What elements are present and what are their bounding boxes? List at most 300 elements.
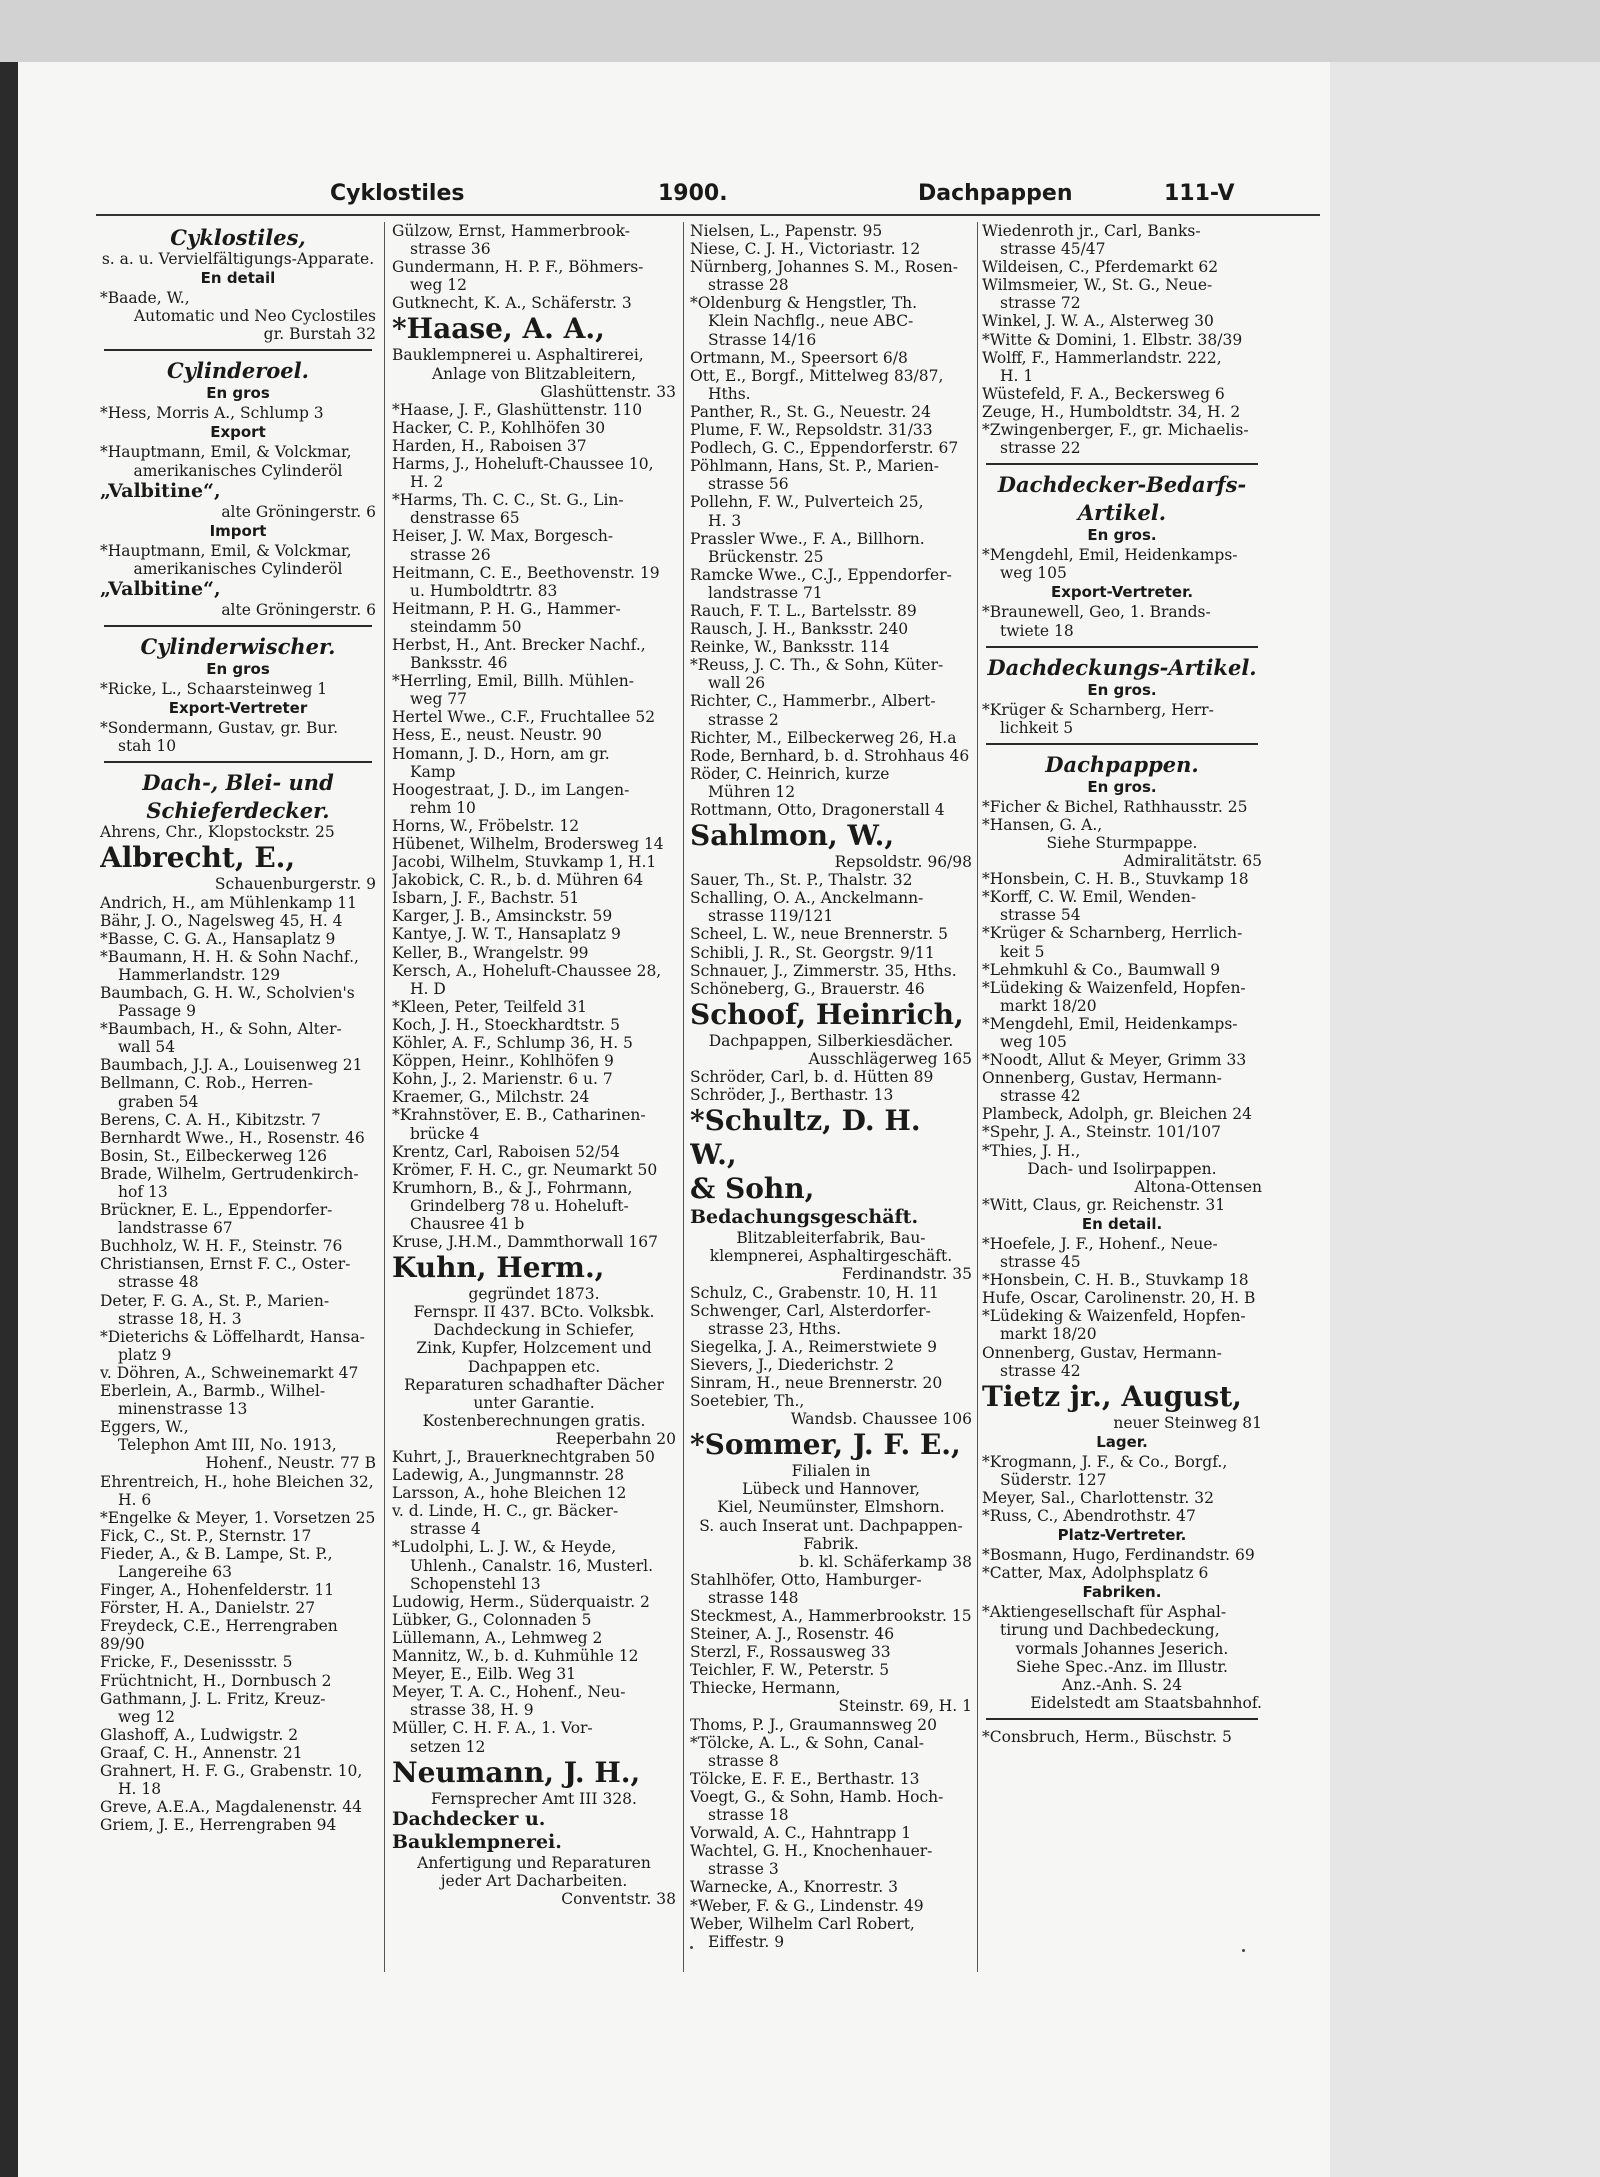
directory-entry: *Dieterichs & Löffelhardt, Hansa- <box>100 1327 365 1346</box>
section-heading: Cylinderwischer. <box>140 634 336 660</box>
entry-continuation: setzen 12 <box>410 1737 486 1756</box>
section-heading: Cyklostiles, <box>170 225 306 250</box>
featured-firm-name: *Haase, A. A., <box>392 312 605 346</box>
entry-address: Repsoldstr. 96/98 <box>834 853 972 872</box>
directory-entry: *Braunewell, Geo, 1. Brands- <box>982 603 1211 622</box>
entry-continuation: strasse 45/47 <box>1000 240 1106 259</box>
directory-entry: Förster, H. A., Danielstr. 27 <box>100 1599 316 1618</box>
directory-entry: Bernhardt Wwe., H., Rosenstr. 46 <box>100 1128 365 1147</box>
entry-continuation: strasse 28 <box>708 276 789 295</box>
subsection-label: Lager. <box>1096 1432 1148 1451</box>
entry-address: b. kl. Schäferkamp 38 <box>799 1552 972 1571</box>
directory-entry: Schröder, Carl, b. d. Hütten 89 <box>690 1068 934 1087</box>
entry-continuation: steindamm 50 <box>410 617 522 636</box>
subsection-label: Export-Vertreter. <box>1050 583 1194 602</box>
entry-address: Glashüttenstr. 33 <box>540 382 676 401</box>
featured-firm-name: Schoof, Heinrich, <box>690 997 964 1031</box>
directory-entry: Greve, A.E.A., Magdalenenstr. 44 <box>100 1798 363 1817</box>
directory-entry: Grahnert, H. F. G., Grabenstr. 10, <box>100 1762 363 1780</box>
section-rule <box>104 761 372 763</box>
directory-entry: Hess, E., neust. Neustr. 90 <box>392 726 602 745</box>
directory-entry: Ahrens, Chr., Klopstockstr. 25 <box>100 823 335 842</box>
entry-detail: Blitzableiterfabrik, Bau- <box>736 1229 926 1248</box>
subsection-label: En gros <box>206 660 270 679</box>
subsection-label: Import <box>209 521 267 540</box>
directory-entry: Ladewig, A., Jungmannstr. 28 <box>392 1466 625 1485</box>
entry-continuation: Banksstr. 46 <box>410 654 508 673</box>
directory-entry: *Basse, C. G. A., Hansaplatz 9 <box>100 929 336 948</box>
entry-continuation: weg 12 <box>410 276 468 295</box>
directory-entry: *Baade, W., <box>100 289 190 308</box>
entry-continuation: markt 18/20 <box>1000 996 1097 1015</box>
entry-detail: vormals Johannes Jeserich. <box>1015 1639 1229 1658</box>
entry-continuation: Schopenstehl 13 <box>410 1574 541 1593</box>
section-rule <box>986 1718 1258 1720</box>
entry-address: Steinstr. 69, H. 1 <box>838 1697 972 1716</box>
entry-continuation: strasse 148 <box>708 1588 799 1607</box>
entry-continuation: rehm 10 <box>410 798 476 817</box>
directory-entry: Schöneberg, G., Brauerstr. 46 <box>690 979 925 998</box>
directory-entry: v. d. Linde, H. C., gr. Bäcker- <box>392 1502 619 1521</box>
featured-firm-tagline: Bedachungsgeschäft. <box>690 1206 919 1229</box>
directory-entry: Schibli, J. R., St. Georgstr. 9/11 <box>690 943 935 962</box>
entry-address: Automatic und Neo Cyclostiles <box>133 307 376 326</box>
section-heading: Dachpappen. <box>1045 751 1199 777</box>
directory-entry: Eggers, W., <box>100 1418 189 1437</box>
directory-entry: Larsson, A., hohe Bleichen 12 <box>392 1484 627 1503</box>
entry-continuation: Süderstr. 127 <box>1000 1470 1107 1489</box>
directory-entry: Fricke, F., Desenissstr. 5 <box>100 1653 293 1672</box>
directory-entry: Kohn, J., 2. Marienstr. 6 u. 7 <box>392 1070 613 1089</box>
directory-entry: Schulz, C., Grabenstr. 10, H. 11 <box>690 1283 939 1302</box>
directory-entry: Jakobick, C. R., b. d. Mühren 64 <box>392 871 644 890</box>
directory-entry: Onnenberg, Gustav, Hermann- <box>982 1343 1222 1362</box>
directory-entry: Kruse, J.H.M., Dammthorwall 167 <box>392 1233 658 1252</box>
directory-column-4 <box>982 222 1262 1972</box>
directory-entry: Wiedenroth jr., Carl, Banks- <box>982 222 1201 240</box>
directory-entry: Rausch, J. H., Banksstr. 240 <box>690 620 909 639</box>
directory-entry: Bähr, J. O., Nagelsweg 45, H. 4 <box>100 911 343 930</box>
directory-entry: Schnauer, J., Zimmerstr. 35, Hths. <box>690 961 957 980</box>
entry-address: Ferdinandstr. 35 <box>842 1265 972 1284</box>
entry-continuation: strasse 42 <box>1000 1361 1081 1380</box>
entry-continuation: strasse 45 <box>1000 1253 1081 1272</box>
book-binding <box>0 62 18 2177</box>
subsection-label: Fabriken. <box>1082 1583 1162 1602</box>
entry-continuation: platz 9 <box>118 1345 172 1364</box>
directory-entry: Meyer, Sal., Charlottenstr. 32 <box>982 1488 1214 1507</box>
directory-entry: Krumhorn, B., & J., Fohrmann, <box>392 1178 633 1197</box>
directory-entry: Harms, J., Hoheluft-Chaussee 10, <box>392 455 654 474</box>
featured-firm-tagline: Bauklempnerei. <box>392 1830 562 1853</box>
section-heading: Cylinderoel. <box>167 358 309 384</box>
directory-entry: Siegelka, J. A., Reimerstwiete 9 <box>690 1337 937 1356</box>
entry-continuation: weg 77 <box>410 690 468 709</box>
directory-entry: Vorwald, A. C., Hahntrapp 1 <box>690 1824 912 1843</box>
entry-detail: s. a. u. Vervielfältigungs-Apparate. <box>101 250 375 268</box>
directory-entry: Kraemer, G., Milchstr. 24 <box>392 1088 590 1107</box>
entry-detail: Siehe Sturmpappe. <box>1046 833 1198 852</box>
subsection-label: En gros. <box>1087 777 1157 796</box>
directory-entry: Sterzl, F., Rossausweg 33 <box>690 1643 891 1662</box>
entry-continuation: landstrasse 71 <box>708 583 823 602</box>
entry-detail: Kiel, Neumünster, Elmshorn. <box>717 1498 945 1517</box>
entry-continuation: Mühren 12 <box>708 782 796 801</box>
entry-detail: Siehe Spec.-Anz. im Illustr. <box>1015 1657 1228 1676</box>
entry-continuation: twiete 18 <box>1000 621 1074 640</box>
entry-detail: Filialen in <box>791 1462 871 1481</box>
entry-continuation: weg 105 <box>1000 1033 1067 1051</box>
entry-continuation: hof 13 <box>118 1183 168 1201</box>
directory-entry: Kantye, J. W. T., Hansaplatz 9 <box>392 925 621 944</box>
directory-entry: Rauch, F. T. L., Bartelsstr. 89 <box>690 601 917 620</box>
directory-entry: Panther, R., St. G., Neuestr. 24 <box>690 402 932 421</box>
directory-entry: *Reuss, J. C. Th., & Sohn, Küter- <box>690 656 944 675</box>
section-rule <box>986 743 1258 745</box>
entry-continuation: landstrasse 67 <box>118 1219 233 1238</box>
entry-detail: jeder Art Dacharbeiten. <box>440 1871 628 1890</box>
directory-entry: Buchholz, W. H. F., Steinstr. 76 <box>100 1237 343 1256</box>
directory-entry: *Ricke, L., Schaarsteinweg 1 <box>100 680 328 699</box>
directory-entry: Zeuge, H., Humboldtstr. 34, H. 2 <box>982 402 1241 421</box>
directory-entry: Berens, C. A. H., Kibitzstr. 7 <box>100 1110 321 1129</box>
entry-address: Reeperbahn 20 <box>555 1429 676 1448</box>
directory-entry: Hübenet, Wilhelm, Brodersweg 14 <box>392 835 664 853</box>
entry-address: Schauenburgerstr. 9 <box>214 875 376 894</box>
directory-entry: Röder, C. Heinrich, kurze <box>690 764 890 783</box>
directory-entry: *Herrling, Emil, Billh. Mühlen- <box>392 672 634 691</box>
entry-detail: Zink, Kupfer, Holzcement und <box>416 1339 652 1358</box>
directory-entry: Ramcke Wwe., C.J., Eppendorfer- <box>690 565 952 584</box>
directory-column-2 <box>392 222 676 1972</box>
featured-firm-name: *Sommer, J. F. E., <box>690 1428 961 1462</box>
directory-entry: Steckmest, A., Hammerbrookstr. 15 <box>690 1607 972 1625</box>
directory-entry: Heiser, J. W. Max, Borgesch- <box>392 527 614 546</box>
entry-detail: Anlage von Blitzableitern, <box>431 364 637 383</box>
directory-entry: Stahlhöfer, Otto, Hamburger- <box>690 1570 922 1589</box>
directory-entry: Voegt, G., & Sohn, Hamb. Hoch- <box>690 1787 944 1806</box>
directory-entry: Griem, J. E., Herrengraben 94 <box>100 1816 337 1835</box>
section-heading: Dachdecker-Bedarfs- <box>997 472 1247 498</box>
featured-firm-name: Neumann, J. H., <box>392 1755 641 1789</box>
directory-entry: Sievers, J., Diederichstr. 2 <box>690 1355 894 1374</box>
directory-entry: *Witte & Domini, 1. Elbstr. 38/39 <box>982 330 1243 349</box>
directory-entry: Sinram, H., neue Brennerstr. 20 <box>690 1373 943 1392</box>
directory-entry: *Thies, J. H., <box>982 1141 1081 1160</box>
directory-entry: Soetebier, Th., <box>690 1392 805 1411</box>
directory-entry: *Honsbein, C. H. B., Stuvkamp 18 <box>982 1271 1249 1290</box>
directory-entry: Horns, W., Fröbelstr. 12 <box>392 816 580 835</box>
directory-entry: *Weber, F. & G., Lindenstr. 49 <box>690 1896 924 1915</box>
entry-continuation: strasse 56 <box>708 475 789 494</box>
directory-entry: Meyer, E., Eilb. Weg 31 <box>392 1665 577 1684</box>
directory-entry: *Mengdehl, Emil, Heidenkamps- <box>982 1014 1238 1033</box>
entry-detail: Anfertigung und Reparaturen <box>417 1853 651 1872</box>
directory-entry: Plambeck, Adolph, gr. Bleichen 24 <box>982 1105 1252 1124</box>
entry-continuation: Hammerlandstr. 129 <box>118 965 281 984</box>
directory-entry: Krömer, F. H. C., gr. Neumarkt 50 <box>392 1160 658 1179</box>
section-heading: Dach-, Blei- und <box>142 770 334 796</box>
featured-firm-name: & Sohn, <box>690 1172 815 1206</box>
section-rule <box>986 463 1258 465</box>
directory-entry: *Sondermann, Gustav, gr. Bur. <box>100 719 338 738</box>
directory-entry: *Zwingenberger, F., gr. Michaelis- <box>982 421 1249 440</box>
directory-entry: Graaf, C. H., Annenstr. 21 <box>100 1743 303 1762</box>
directory-entry: *Baumbach, H., & Sohn, Alter- <box>100 1020 342 1039</box>
entry-continuation: Chausree 41 b <box>410 1214 525 1233</box>
directory-entry: Wolff, F., Hammerlandstr. 222, <box>982 348 1222 367</box>
entry-address: Admiralitätstr. 65 <box>1123 852 1262 871</box>
directory-entry: Ludowig, Herm., Süderquaistr. 2 <box>392 1592 650 1611</box>
directory-entry: Baumbach, G. H. W., Scholvien's <box>100 983 355 1002</box>
directory-entry: *Hess, Morris A., Schlump 3 <box>100 404 324 423</box>
section-heading: Artikel. <box>1077 500 1167 526</box>
directory-entry: Keller, B., Wrangelstr. 99 <box>392 943 589 962</box>
featured-firm-name: Albrecht, E., <box>100 841 296 875</box>
entry-detail: amerikanisches Cylinderöl <box>133 559 343 578</box>
entry-detail: Kostenberechnungen gratis. <box>422 1411 646 1430</box>
entry-continuation: Kamp <box>410 762 456 781</box>
directory-entry: *Harms, Th. C. C., St. G., Lin- <box>392 491 624 510</box>
directory-entry: Hacker, C. P., Kohlhöfen 30 <box>392 418 606 437</box>
entry-continuation: weg 12 <box>118 1707 176 1726</box>
directory-entry: Thoms, P. J., Graumannsweg 20 <box>690 1715 937 1734</box>
entry-continuation: Passage 9 <box>118 1002 197 1021</box>
directory-entry: Hufe, Oscar, Carolinenstr. 20, H. B <box>982 1289 1256 1308</box>
column-divider <box>683 222 684 1972</box>
directory-entry: Lüllemann, A., Lehmweg 2 <box>392 1628 603 1647</box>
directory-entry: Podlech, G. C., Eppendorferstr. 67 <box>690 439 959 458</box>
entry-address: gr. Burstah 32 <box>263 325 376 344</box>
directory-entry: Köppen, Heinr., Kohlhöfen 9 <box>392 1052 614 1071</box>
entry-detail: S. auch Inserat unt. Dachpappen- <box>699 1516 963 1535</box>
entry-address: alte Gröningerstr. 6 <box>221 502 376 521</box>
directory-entry: Homann, J. D., Horn, am gr. <box>392 744 610 763</box>
entry-continuation: strasse 4 <box>410 1520 481 1539</box>
section-heading: Schieferdecker. <box>146 798 330 824</box>
directory-entry: *Hauptmann, Emil, & Volckmar, <box>100 541 352 560</box>
entry-detail: Fernspr. II 437. BCto. Volksbk. <box>413 1303 655 1322</box>
entry-continuation: graben 54 <box>118 1092 199 1111</box>
directory-entry: Winkel, J. W. A., Alsterweg 30 <box>982 312 1214 331</box>
entry-address: alte Gröningerstr. 6 <box>221 600 376 619</box>
entry-detail: klempnerei, Asphaltirgeschäft. <box>709 1247 953 1266</box>
directory-entry: *Ficher & Bichel, Rathhausstr. 25 <box>982 797 1248 816</box>
directory-entry: Brückner, E. L., Eppendorfer- <box>100 1201 333 1220</box>
directory-entry: *Bosmann, Hugo, Ferdinandstr. 69 <box>982 1546 1255 1565</box>
entry-detail: amerikanisches Cylinderöl <box>133 461 343 480</box>
directory-entry: Thiecke, Hermann, <box>690 1679 841 1698</box>
entry-continuation: strasse 2 <box>708 710 779 729</box>
entry-continuation: Telephon Amt III, No. 1913, <box>118 1436 337 1455</box>
directory-entry: Heitmann, P. H. G., Hammer- <box>392 599 621 618</box>
directory-entry: Nürnberg, Johannes S. M., Rosen- <box>690 258 958 277</box>
scan-margin <box>1330 62 1600 2177</box>
directory-entry: Warnecke, A., Knorrestr. 3 <box>690 1878 898 1897</box>
directory-entry: *Hauptmann, Emil, & Volckmar, <box>100 443 352 462</box>
directory-entry: Fieder, A., & B. Lampe, St. P., <box>100 1544 333 1563</box>
entry-continuation: strasse 23, Hths. <box>708 1319 842 1338</box>
directory-entry: Hoogestraat, J. D., im Langen- <box>392 780 630 799</box>
featured-firm-tagline: Dachdecker u. <box>392 1807 546 1830</box>
featured-firm-name: *Schultz, D. H. W., <box>690 1104 931 1172</box>
directory-entry: Früchtnicht, H., Dornbusch 2 <box>100 1671 332 1690</box>
directory-entry: *Witt, Claus, gr. Reichenstr. 31 <box>982 1195 1226 1214</box>
entry-detail: Dachpappen etc. <box>467 1357 601 1376</box>
entry-address: neuer Steinweg 81 <box>1113 1413 1262 1432</box>
directory-entry: Kersch, A., Hoheluft-Chaussee 28, <box>392 961 662 980</box>
subsection-label: En detail. <box>1081 1214 1163 1233</box>
directory-entry: Niese, C. J. H., Victoriastr. 12 <box>690 240 921 259</box>
directory-entry: *Kleen, Peter, Teilfeld 31 <box>392 997 587 1016</box>
featured-firm-name: Kuhn, Herm., <box>392 1251 605 1285</box>
directory-entry: Schröder, J., Berthastr. 13 <box>690 1086 894 1105</box>
entry-continuation: wall 54 <box>118 1038 176 1057</box>
entry-continuation: strasse 38, H. 9 <box>410 1701 534 1720</box>
directory-entry: Krentz, Carl, Raboisen 52/54 <box>392 1142 620 1161</box>
directory-entry: *Korff, C. W. Emil, Wenden- <box>982 888 1197 907</box>
directory-entry: *Krahnstöver, E. B., Catharinen- <box>392 1106 646 1125</box>
directory-entry: *Lüdeking & Waizenfeld, Hopfen- <box>982 1307 1246 1326</box>
entry-continuation: lichkeit 5 <box>1000 718 1074 737</box>
entry-continuation: H. 6 <box>118 1490 152 1509</box>
print-speck <box>1242 1949 1245 1952</box>
directory-entry: *Oldenburg & Hengstler, Th. <box>690 294 918 313</box>
entry-continuation: Klein Nachflg., neue ABC- <box>708 312 914 331</box>
directory-entry: *Mengdehl, Emil, Heidenkamps- <box>982 546 1238 565</box>
directory-entry: Christiansen, Ernst F. C., Oster- <box>100 1255 351 1274</box>
directory-entry: Koch, J. H., Stoeckhardtstr. 5 <box>392 1015 620 1034</box>
directory-entry: Isbarn, J. F., Bachstr. 51 <box>392 889 580 908</box>
entry-continuation: wall 26 <box>708 674 766 693</box>
entry-continuation: denstrasse 65 <box>410 509 520 528</box>
section-heading: Dachdeckungs-Artikel. <box>987 654 1257 680</box>
entry-address: Hohenf., Neustr. 77 B <box>205 1454 376 1473</box>
directory-entry: Eberlein, A., Barmb., Wilhel- <box>100 1382 326 1401</box>
directory-entry: Onnenberg, Gustav, Hermann- <box>982 1069 1222 1088</box>
entry-continuation: minenstrasse 13 <box>118 1400 248 1419</box>
directory-entry: Wilmsmeier, W., St. G., Neue- <box>982 276 1213 295</box>
directory-entry: Heitmann, C. E., Beethovenstr. 19 <box>392 563 660 582</box>
directory-entry: *Engelke & Meyer, 1. Vorsetzen 25 <box>100 1508 376 1527</box>
entry-continuation: tirung und Dachbedeckung, <box>1000 1621 1220 1640</box>
entry-continuation: H. 18 <box>118 1780 162 1799</box>
directory-entry: *Haase, J. F., Glashüttenstr. 110 <box>392 400 643 419</box>
directory-entry: *Lehmkuhl & Co., Baumwall 9 <box>982 960 1221 979</box>
directory-entry: Rottmann, Otto, Dragonerstall 4 <box>690 801 945 819</box>
directory-entry: *Lüdeking & Waizenfeld, Hopfen- <box>982 978 1246 997</box>
directory-entry: *Krüger & Scharnberg, Herr- <box>982 700 1214 719</box>
subsection-label: Export-Vertreter <box>168 699 308 718</box>
entry-continuation: Eiffestr. 9 <box>708 1932 785 1951</box>
directory-entry: Köhler, A. F., Schlump 36, H. 5 <box>392 1034 633 1053</box>
section-rule <box>986 646 1258 648</box>
directory-entry: Pöhlmann, Hans, St. P., Marien- <box>690 457 940 476</box>
directory-entry: Bosin, St., Eilbeckerweg 126 <box>100 1146 327 1165</box>
directory-entry: Meyer, T. A. C., Hohenf., Neu- <box>392 1683 626 1702</box>
directory-entry: Wachtel, G. H., Knochenhauer- <box>690 1842 933 1861</box>
directory-entry: Wildeisen, C., Pferdemarkt 62 <box>982 258 1219 277</box>
entry-continuation: strasse 18 <box>708 1806 789 1825</box>
entry-continuation: Hths. <box>708 384 751 403</box>
directory-entry: v. Döhren, A., Schweinemarkt 47 <box>100 1363 359 1382</box>
section-rule <box>104 349 372 351</box>
directory-column-3 <box>690 222 972 1972</box>
directory-entry: Jacobi, Wilhelm, Stuvkamp 1, H.1 <box>392 853 657 872</box>
directory-entry: Gathmann, J. L. Fritz, Kreuz- <box>100 1689 326 1708</box>
directory-entry: *Krüger & Scharnberg, Herrlich- <box>982 924 1243 943</box>
directory-entry: *Consbruch, Herm., Büschstr. 5 <box>982 1727 1232 1746</box>
directory-entry: Deter, F. G. A., St. P., Marien- <box>100 1291 330 1310</box>
directory-entry: *Spehr, J. A., Steinstr. 101/107 <box>982 1123 1221 1142</box>
directory-entry: Freydeck, C.E., Herrengraben 89/90 <box>100 1617 343 1654</box>
entry-continuation: H. 3 <box>708 511 742 530</box>
column-divider <box>977 222 978 1972</box>
featured-firm-tagline: „Valbitine“, <box>100 577 221 600</box>
entry-detail: Dachpappen, Silberkiesdächer. <box>708 1031 954 1050</box>
entry-address: Altona-Ottensen <box>1134 1177 1262 1196</box>
entry-detail: Anz.-Anh. S. 24 <box>1061 1675 1183 1694</box>
subsection-label: Export <box>210 423 266 442</box>
directory-entry: Andrich, H., am Mühlenkamp 11 <box>100 893 357 912</box>
entry-continuation: u. Humboldtrtr. 83 <box>410 581 558 600</box>
entry-continuation: strasse 36 <box>410 240 491 259</box>
directory-entry: *Noodt, Allut & Meyer, Grimm 33 <box>982 1051 1247 1070</box>
subsection-label: En detail <box>200 269 276 288</box>
directory-entry: Karger, J. B., Amsinckstr. 59 <box>392 907 613 926</box>
directory-entry: Prassler Wwe., F. A., Billhorn. <box>690 529 925 548</box>
directory-entry: Pollehn, F. W., Pulverteich 25, <box>690 493 924 512</box>
entry-continuation: strasse 119/121 <box>708 907 834 926</box>
entry-continuation: Langereihe 63 <box>118 1562 232 1581</box>
directory-entry: Bellmann, C. Rob., Herren- <box>100 1074 314 1093</box>
directory-entry: *Catter, Max, Adolphsplatz 6 <box>982 1564 1209 1583</box>
entry-continuation: Strasse 14/16 <box>708 330 817 349</box>
directory-entry: *Ludolphi, L. J. W., & Heyde, <box>392 1538 617 1557</box>
subsection-label: En gros. <box>1087 680 1157 699</box>
directory-entry: Müller, C. H. F. A., 1. Vor- <box>392 1719 593 1738</box>
directory-entry: Bauklempnerei u. Asphaltirerei, <box>392 346 644 365</box>
directory-entry: Harden, H., Raboisen 37 <box>392 436 587 455</box>
directory-entry: Teichler, F. W., Peterstr. 5 <box>690 1661 890 1680</box>
directory-entry: Richter, M., Eilbeckerweg 26, H.a <box>690 728 957 747</box>
entry-continuation: strasse 3 <box>708 1860 779 1879</box>
directory-entry: Sauer, Th., St. P., Thalstr. 32 <box>690 871 913 890</box>
directory-entry: Steiner, A. J., Rosenstr. 46 <box>690 1625 895 1644</box>
directory-entry: Reinke, W., Banksstr. 114 <box>690 638 890 657</box>
directory-entry: Gundermann, H. P. F., Böhmers- <box>392 258 644 277</box>
entry-continuation: brücke 4 <box>410 1124 480 1143</box>
entry-continuation: Brückenstr. 25 <box>708 547 824 566</box>
directory-entry: Herbst, H., Ant. Brecker Nachf., <box>392 635 646 654</box>
entry-continuation: strasse 26 <box>410 545 491 564</box>
directory-entry: Finger, A., Hohenfelderstr. 11 <box>100 1581 335 1600</box>
directory-entry: Glashoff, A., Ludwigstr. 2 <box>100 1725 299 1744</box>
entry-detail: unter Garantie. <box>473 1393 595 1412</box>
directory-entry: Gutknecht, K. A., Schäferstr. 3 <box>392 294 632 313</box>
directory-entry: Lübker, G., Colonnaden 5 <box>392 1610 592 1629</box>
entry-continuation: strasse 48 <box>118 1273 199 1292</box>
directory-entry: Fick, C., St. P., Sternstr. 17 <box>100 1526 312 1545</box>
entry-continuation: H. 1 <box>1000 366 1034 385</box>
print-speck <box>690 1946 693 1949</box>
directory-entry: *Aktiengesellschaft für Asphal- <box>982 1603 1227 1622</box>
directory-entry: *Russ, C., Abendrothstr. 47 <box>982 1507 1196 1526</box>
entry-continuation: H. D <box>410 979 446 998</box>
column-divider <box>384 222 385 1972</box>
header-left-keyword: Cyklostiles <box>330 181 465 206</box>
directory-entry: Nielsen, L., Papenstr. 95 <box>690 222 883 240</box>
